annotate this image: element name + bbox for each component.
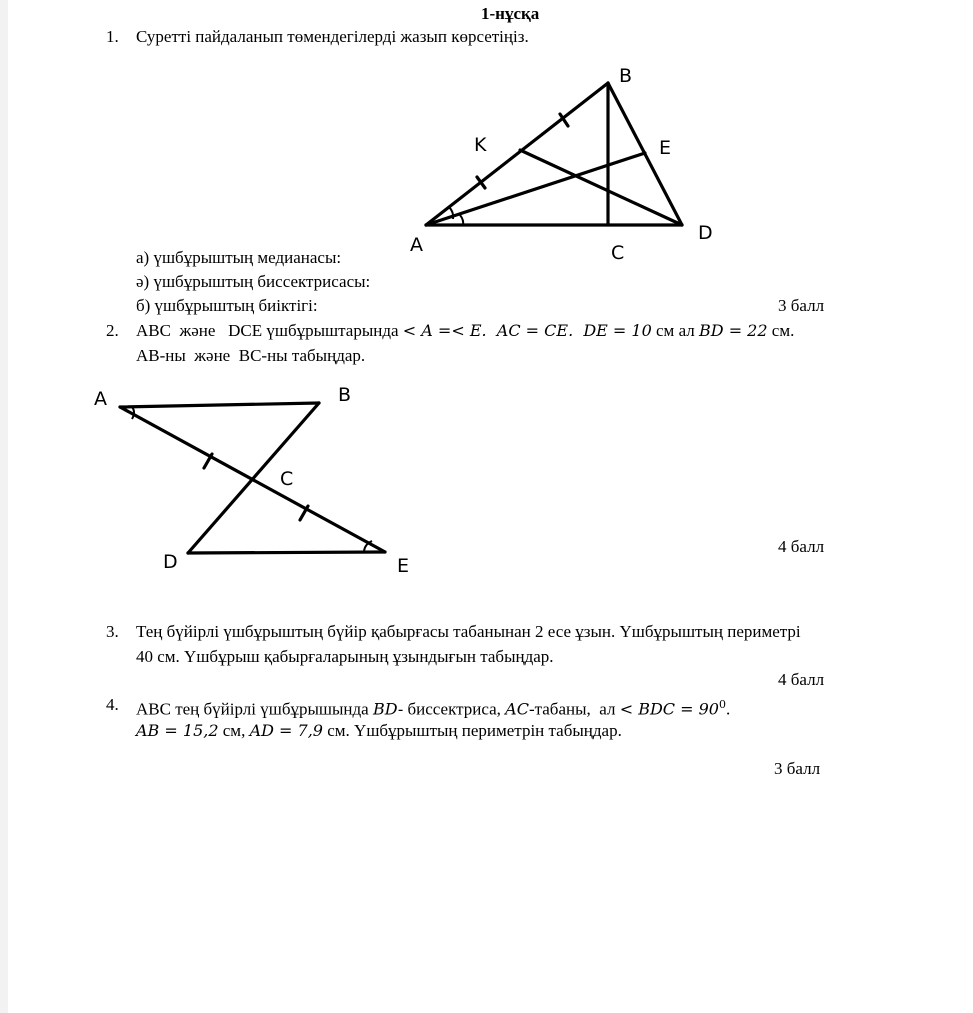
label-k: K — [474, 134, 487, 156]
q4-number: 4. — [106, 695, 119, 714]
q4-text-3: -табаны, ал — [528, 699, 616, 719]
q1-triangle-figure — [390, 58, 750, 268]
q2-text-part1: ABC және DCE үшбұрыштарында — [136, 321, 399, 340]
q4-math-bd: BD- — [372, 699, 404, 719]
q2-unit-2: см. — [771, 321, 795, 340]
label-d: D — [698, 222, 713, 244]
q4-degree-sup: 0 — [718, 698, 726, 711]
q2-line1 — [136, 321, 794, 341]
q3-line1: Тең бүйірлі үшбұрыштың бүйір қабырғасы табанынан 2 есе ұзын. Үшбұрыштың периметрі — [136, 622, 801, 641]
side-ae — [120, 407, 385, 552]
q4-text-4: . — [725, 699, 731, 719]
q3-score: 4 балл — [778, 670, 825, 689]
q4-math-angle: < BDC = 90 — [619, 699, 719, 719]
label-d: D — [163, 551, 178, 573]
q4-text-1: АВС тең бүйірлі үшбұрышында — [136, 699, 369, 719]
q4-score: 3 балл — [774, 759, 821, 778]
q4-text-5: см, — [222, 721, 246, 740]
q2-number: 2. — [106, 321, 119, 340]
q2-math-1: < A =< E. AC = CE. DE = 10 — [402, 321, 652, 340]
side-de — [188, 552, 385, 553]
side-ab — [120, 403, 319, 407]
q3-number: 3. — [106, 622, 119, 641]
q2-score: 4 балл — [778, 537, 825, 556]
label-b: B — [338, 384, 352, 406]
q4-text-2: биссектриса, — [407, 699, 501, 719]
q1-item-bisector: ә) үшбұрыштың биссектрисасы: — [136, 272, 371, 291]
label-a: A — [410, 234, 423, 256]
label-c: C — [280, 468, 294, 490]
side-bd — [188, 403, 319, 553]
q1-number: 1. — [106, 27, 119, 46]
label-c: C — [611, 242, 625, 264]
q2-line2: АВ-ны және ВС-ны табыңдар. — [136, 346, 366, 365]
q2-triangles-figure — [83, 375, 428, 580]
q4-line2 — [136, 721, 622, 741]
variant-title: 1-нұсқа — [481, 4, 540, 23]
q1-score: 3 балл — [778, 296, 825, 315]
q4-math-ab: AB = 15,2 — [136, 721, 219, 740]
q2-word-al: ал — [678, 321, 695, 340]
q3-line2: 40 см. Үшбұрыш қабырғаларының ұзындығын табыңдар. — [136, 647, 554, 666]
worksheet-page — [8, 0, 973, 1013]
q4-math-ac: AC — [505, 699, 529, 719]
q2-math-2: BD = 22 — [699, 321, 768, 340]
label-a: A — [94, 388, 107, 410]
q4-line1 — [136, 695, 730, 720]
side-ab — [426, 83, 608, 225]
q1-item-altitude: б) үшбұрыштың биіктігі: — [136, 296, 318, 315]
label-e: E — [397, 555, 410, 577]
q4-text-6: см. Үшбұрыштың периметрін табыңдар. — [327, 721, 622, 740]
q1-text: Суретті пайдаланып төмендегілерді жазып көрсетіңіз. — [136, 27, 529, 46]
bisector-ae — [426, 153, 645, 225]
label-b: B — [619, 65, 633, 87]
q1-item-median: а) үшбұрыштың медианасы: — [136, 248, 342, 267]
q2-unit-1: см — [656, 321, 675, 340]
q4-math-ad: AD = 7,9 — [249, 721, 323, 740]
label-e: E — [659, 137, 672, 159]
